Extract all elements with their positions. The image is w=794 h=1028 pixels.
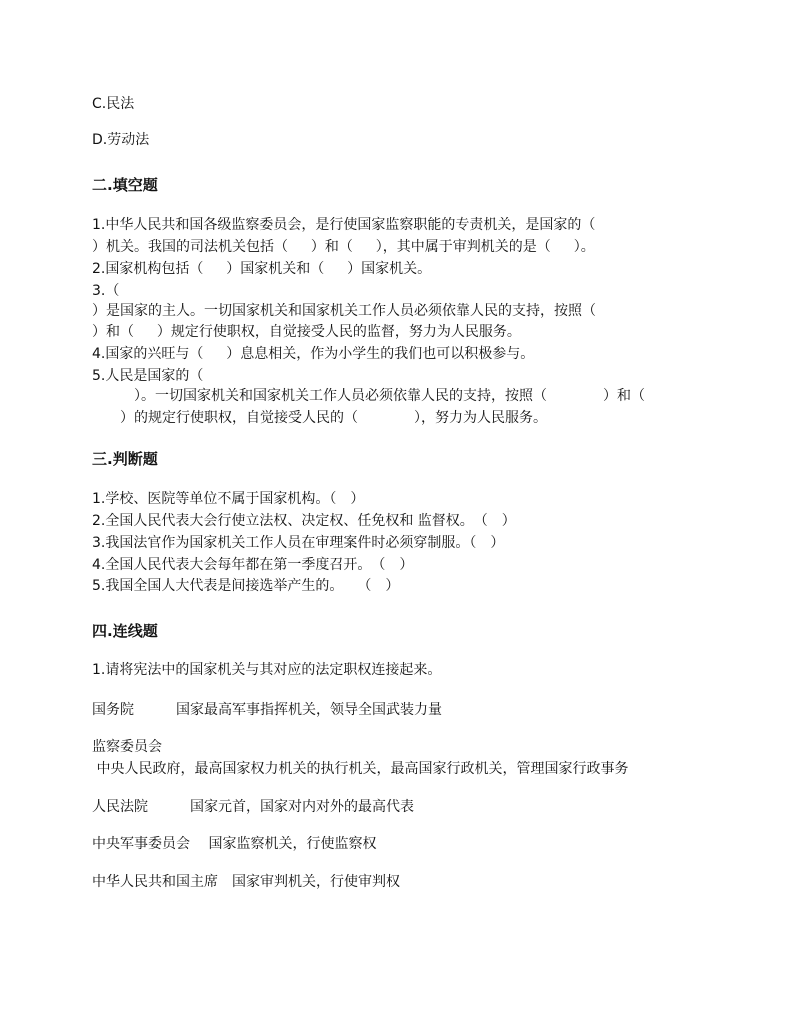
judge-line-1: 1.学校、医院等单位不属于国家机构。（ ） xyxy=(92,491,365,507)
fill-line-2: 2.国家机构包括（ ）国家机关和（ ）国家机关。 xyxy=(92,261,432,277)
judge-line-5: 5.我国全国人大代表是间接选举产生的。 （ ） xyxy=(92,578,400,594)
judge-line-2: 2.全国人民代表大会行使立法权、决定权、任免权和 监督权。 （ ） xyxy=(92,513,516,529)
fill-line-3b: ）是国家的主人。一切国家机关和国家机关工作人员必须依靠人民的支持，按照（ xyxy=(92,303,596,319)
fill-line-5a: 5.人民是国家的（ xyxy=(92,368,204,384)
judge-line-3: 3.我国法官作为国家机关工作人员在审理案件时必须穿制服。（ ） xyxy=(92,535,505,551)
section-heading-judgment: 三.判断题 xyxy=(92,450,158,468)
match-line-1: 国务院 国家最高军事指挥机关，领导全国武装力量 xyxy=(92,702,442,718)
matching-instruction: 1.请将宪法中的国家机关与其对应的法定职权连接起来。 xyxy=(92,662,442,678)
option-c: C.民法 xyxy=(92,96,135,112)
match-line-2: 监察委员会 xyxy=(92,739,162,755)
section-heading-fill-in: 二.填空题 xyxy=(92,176,158,194)
fill-line-5b: ）。一切国家机关和国家机关工作人员必须依靠人民的支持，按照（ ）和（ xyxy=(92,388,645,404)
fill-line-3a: 3.（ xyxy=(92,283,120,299)
match-line-4: 人民法院 国家元首，国家对内对外的最高代表 xyxy=(92,799,414,815)
option-d: D.劳动法 xyxy=(92,132,150,148)
match-line-6: 中华人民共和国主席 国家审判机关，行使审判权 xyxy=(92,874,400,890)
fill-line-1b: ）机关。我国的司法机关包括（ ）和（ ），其中属于审判机关的是（ ）。 xyxy=(92,239,595,255)
fill-line-1a: 1.中华人民共和国各级监察委员会，是行使国家监察职能的专责机关，是国家的（ xyxy=(92,217,596,233)
match-line-5: 中央军事委员会 国家监察机关，行使监察权 xyxy=(92,836,377,852)
fill-line-5c: ）的规定行使职权，自觉接受人民的（ ），努力为人民服务。 xyxy=(92,410,547,426)
judge-line-4: 4.全国人民代表大会每年都在第一季度召开。 （ ） xyxy=(92,557,414,573)
fill-line-4: 4.国家的兴旺与（ ）息息相关，作为小学生的我们也可以积极参与。 xyxy=(92,346,535,362)
match-line-3: 中央人民政府，最高国家权力机关的执行机关，最高国家行政机关，管理国家行政事务 xyxy=(92,761,629,777)
fill-line-3c: ）和（ ）规定行使职权，自觉接受人民的监督，努力为人民服务。 xyxy=(92,324,521,340)
section-heading-matching: 四.连线题 xyxy=(92,622,158,640)
